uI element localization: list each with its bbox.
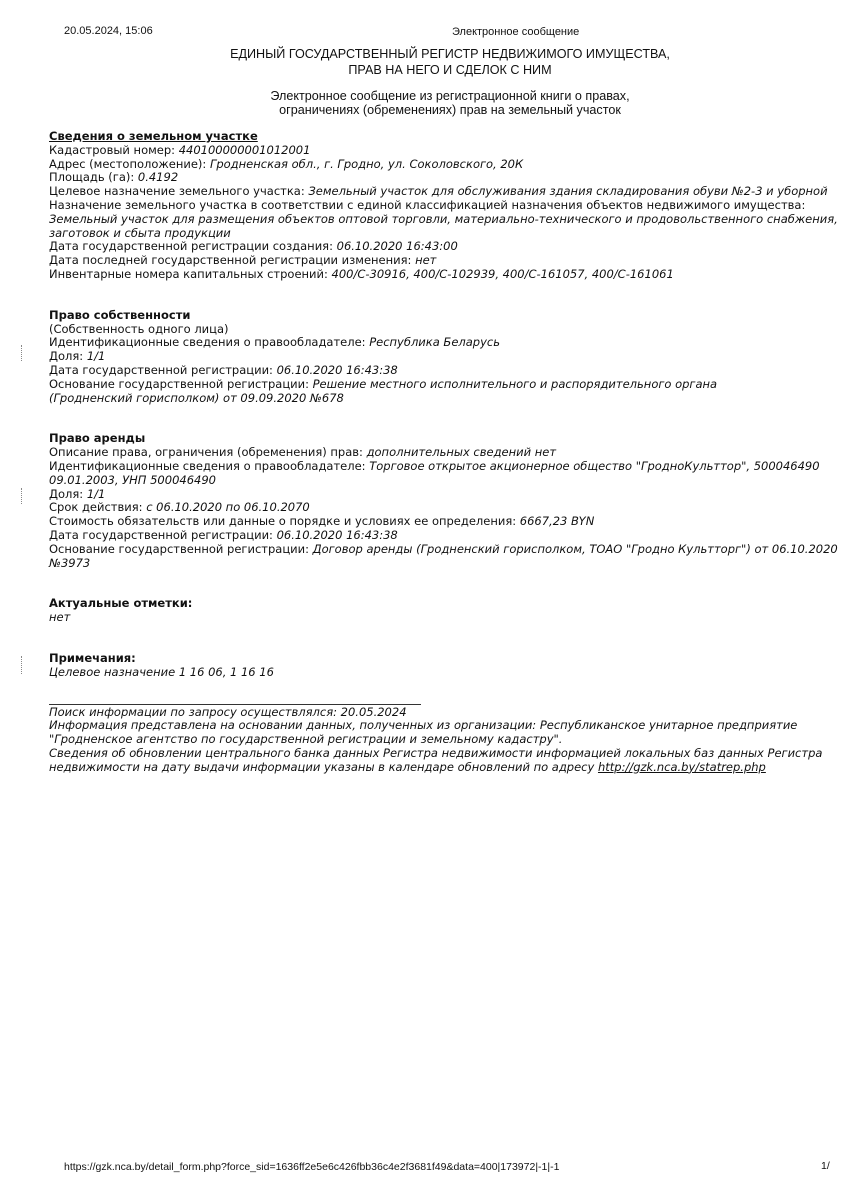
lease-basis-value: Договор аренды (Гродненский горисполком, ТОАО "Гродно Культторг") от 06.10.2020 №3973 xyxy=(49,541,838,570)
subtitle-line-2: ограничениях (обременениях) прав на земельный участок xyxy=(279,103,621,117)
lease-basis-label: Основание государственной регистрации: xyxy=(49,541,309,556)
marks-section xyxy=(49,597,844,625)
scan-margin-mark xyxy=(21,656,25,674)
lease-cost-value: 6667,23 BYN xyxy=(519,514,595,529)
created-label: Дата государственной регистрации создания: xyxy=(49,239,333,254)
lease-regdate-row xyxy=(49,529,844,543)
created-row xyxy=(49,240,844,254)
ownership-basis-value: Решение местного исполнительного и распорядительного органа (Гродненский горисполком) от 09.09.2020 №678 xyxy=(49,376,718,405)
cadastral-row xyxy=(49,144,844,158)
lease-holder-value: Торговое открытое акционерное общество "ГродноКульттор", 500046490 09.01.2003, УНП 500046490 xyxy=(49,458,820,487)
marks-value: нет xyxy=(49,610,71,625)
update-info-row xyxy=(49,747,824,775)
document-title xyxy=(170,46,730,78)
area-row xyxy=(49,171,844,185)
ownership-regdate-label: Дата государственной регистрации: xyxy=(49,362,273,377)
land-section xyxy=(49,130,844,282)
ownership-share-row xyxy=(49,350,844,364)
ownership-basis-row xyxy=(49,378,804,406)
subtitle-line-1: Электронное сообщение из регистрационной книги о правах, xyxy=(270,89,630,103)
ownership-heading: Право собственности xyxy=(49,307,191,322)
document-label: Электронное сообщение xyxy=(452,26,580,38)
lease-share-value: 1/1 xyxy=(86,486,106,501)
page-url: https://gzk.nca.by/detail_form.php?force_sid=1636ff2e5e6c426fbb36c4e2f3681f49&data=400|173972|-1|-1 xyxy=(64,1161,560,1173)
created-value: 06.10.2020 16:43:00 xyxy=(336,239,458,254)
ownership-holder-label: Идентификационные сведения о правообладателе: xyxy=(49,335,366,350)
footer-notes xyxy=(49,706,844,775)
update-link[interactable]: http://gzk.nca.by/statrep.php xyxy=(597,759,766,774)
inventory-row xyxy=(49,268,844,282)
search-info: Поиск информации по запросу осуществлялся: 20.05.2024 xyxy=(49,704,407,719)
update-info: Сведения об обновлении центрального банка данных Регистра недвижимости информацией локальных баз данных Регистра недвижимости на дату выдачи информации указаны в календаре обновлений по адресу xyxy=(49,745,823,774)
lease-desc-label: Описание права, ограничения (обременения) прав: xyxy=(49,445,363,460)
page-number: 1/ xyxy=(821,1160,830,1172)
ownership-share-label: Доля: xyxy=(49,349,84,364)
ownership-regdate-value: 06.10.2020 16:43:38 xyxy=(276,362,398,377)
scan-margin-mark xyxy=(21,345,25,361)
classification-label: Назначение земельного участка в соответствии с единой классификацией назначения объектов недвижимого имущества: xyxy=(49,197,806,212)
cadastral-label: Кадастровый номер: xyxy=(49,142,176,157)
land-heading: Сведения о земельном участке xyxy=(49,129,258,143)
classification-value: Земельный участок для размещения объектов оптовой торговли, материально-технического и продовольственного снабжения, заготовок и сбыта продукции xyxy=(49,211,838,240)
inventory-label: Инвентарные номера капитальных строений: xyxy=(49,266,328,281)
lease-term-label: Срок действия: xyxy=(49,500,143,515)
purpose-row xyxy=(49,185,844,199)
lease-cost-label: Стоимость обязательств или данные о порядке и условиях ее определения: xyxy=(49,514,517,529)
ownership-basis-label: Основание государственной регистрации: xyxy=(49,376,309,391)
title-line-2: ПРАВ НА НЕГО И СДЕЛОК С НИМ xyxy=(348,63,552,77)
lease-regdate-label: Дата государственной регистрации: xyxy=(49,527,273,542)
notes-value: Целевое назначение 1 16 06, 1 16 16 xyxy=(49,664,274,679)
lease-term-value: с 06.10.2020 по 06.10.2070 xyxy=(146,500,310,515)
lease-holder-row xyxy=(49,460,839,488)
area-value: 0.4192 xyxy=(137,170,179,185)
lease-share-label: Доля: xyxy=(49,486,84,501)
lease-term-row xyxy=(49,501,844,515)
address-value: Гродненская обл., г. Гродно, ул. Соколовского, 20К xyxy=(209,156,524,171)
title-line-1: ЕДИНЫЙ ГОСУДАРСТВЕННЫЙ РЕГИСТР НЕДВИЖИМОГО ИМУЩЕСТВА, xyxy=(230,47,670,61)
purpose-value: Земельный участок для обслуживания здания складирования обуви №2-3 и уборной xyxy=(308,184,828,199)
notes-section xyxy=(49,652,844,680)
ownership-holder-row xyxy=(49,336,844,350)
print-datetime: 20.05.2024, 15:06 xyxy=(64,25,153,37)
purpose-label: Целевое назначение земельного участка: xyxy=(49,184,305,199)
lease-cost-row xyxy=(49,515,844,529)
marks-heading: Актуальные отметки: xyxy=(49,596,193,611)
changed-label: Дата последней государственной регистрации изменения: xyxy=(49,253,412,268)
area-label: Площадь (га): xyxy=(49,170,135,185)
address-row xyxy=(49,158,844,172)
changed-row xyxy=(49,254,844,268)
changed-value: нет xyxy=(415,253,437,268)
lease-basis-row xyxy=(49,543,839,571)
ownership-type: (Собственность одного лица) xyxy=(49,321,229,336)
ownership-share-value: 1/1 xyxy=(86,349,106,364)
document-subtitle xyxy=(170,89,730,117)
lease-section xyxy=(49,432,844,570)
lease-share-row xyxy=(49,488,844,502)
document-body xyxy=(49,130,844,774)
lease-holder-label: Идентификационные сведения о правообладателе: xyxy=(49,458,366,473)
notes-heading: Примечания: xyxy=(49,650,136,665)
lease-regdate-value: 06.10.2020 16:43:38 xyxy=(276,527,398,542)
lease-desc-row xyxy=(49,446,844,460)
source-info: Информация представлена на основании данных, полученных из организации: Республиканское унитарное предприятие "Гродненское агентство по государственной регистрации и земельному кадастру". xyxy=(49,718,798,747)
ownership-regdate-row xyxy=(49,364,844,378)
scan-margin-mark xyxy=(21,488,25,504)
ownership-section xyxy=(49,309,844,406)
ownership-holder-value: Республика Беларусь xyxy=(369,335,500,350)
lease-heading: Право аренды xyxy=(49,431,146,446)
inventory-value: 400/С-30916, 400/С-102939, 400/С-161057, 400/С-161061 xyxy=(331,266,674,281)
address-label: Адрес (местоположение): xyxy=(49,156,207,171)
lease-desc-value: дополнительных сведений нет xyxy=(366,445,557,460)
cadastral-value: 440100000001012001 xyxy=(178,142,311,157)
